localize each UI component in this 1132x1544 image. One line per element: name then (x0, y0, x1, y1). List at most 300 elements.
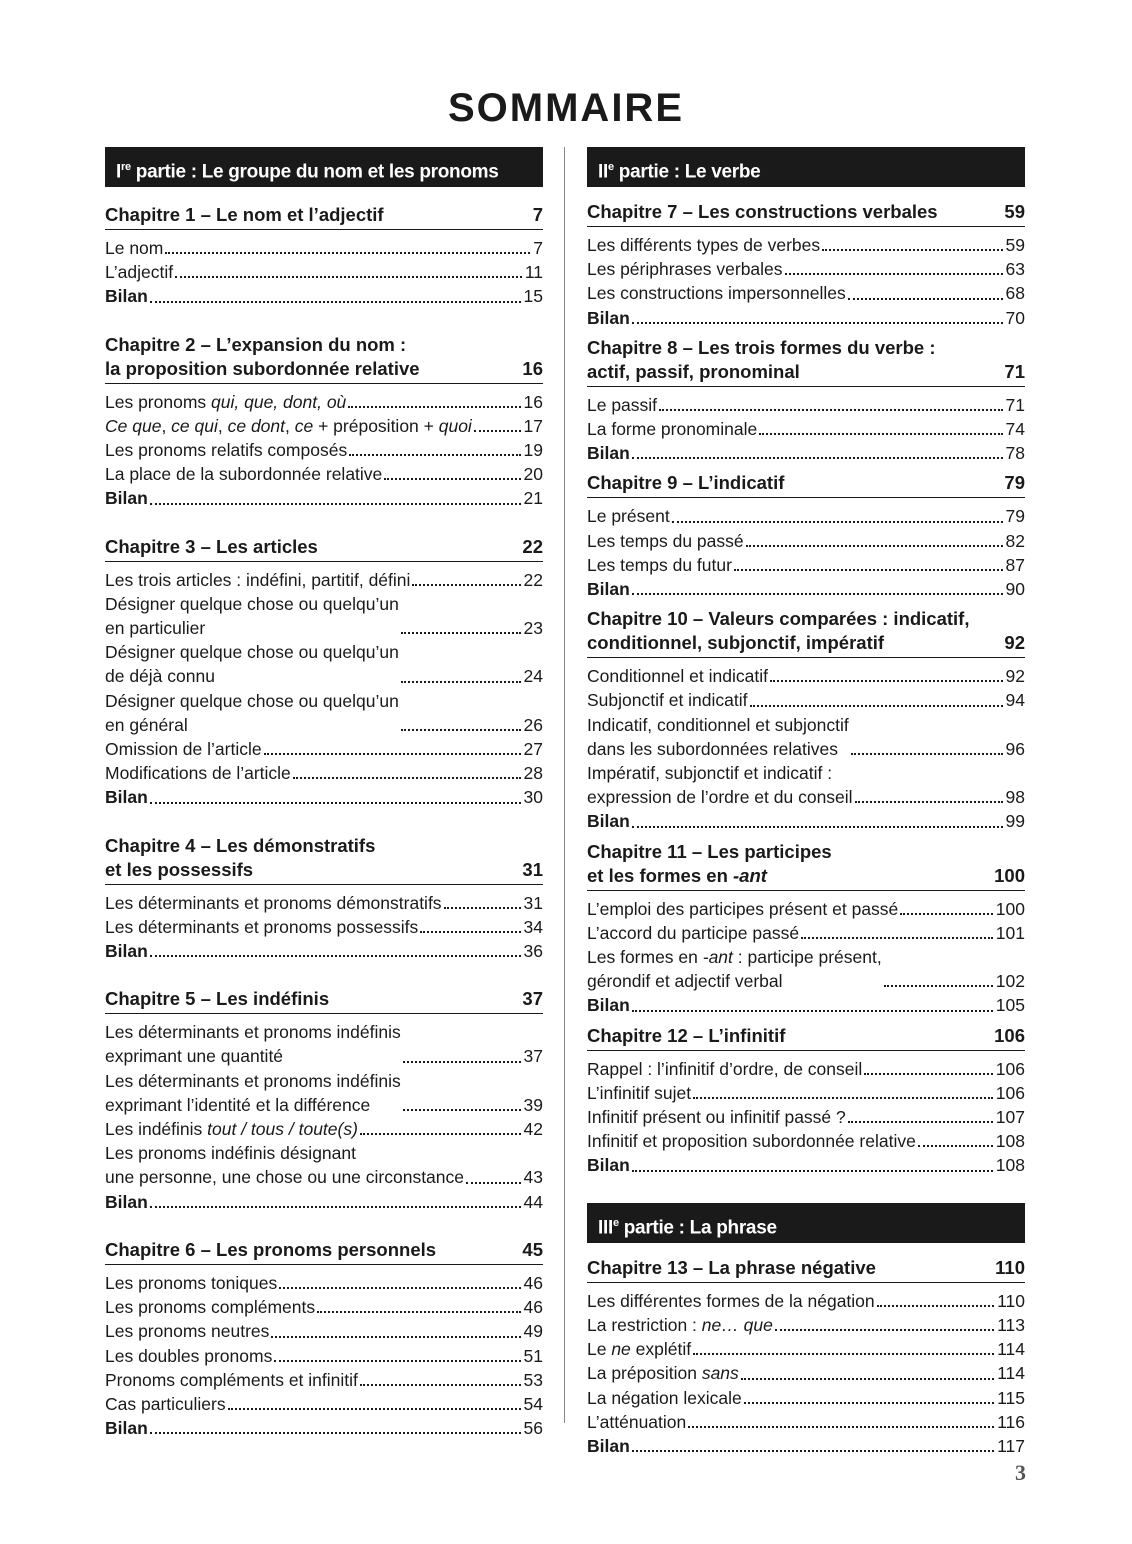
dot-leader (403, 1109, 521, 1111)
dot-leader (759, 433, 1002, 435)
entry-label: La forme pronominale (587, 419, 758, 440)
entry-label: Pronoms compléments et infinitif (105, 1369, 358, 1390)
dot-leader (401, 729, 521, 731)
toc-entry[interactable] (587, 1105, 1025, 1129)
entry-label: Les pronoms qui, que, dont, où (105, 391, 347, 412)
entry-label: Le présent (587, 506, 670, 527)
entry-page: 59 (1005, 235, 1025, 255)
entry-label: Ce que, ce qui, ce dont, ce + préposition + quoi (105, 415, 472, 436)
chapter-page: 71 (1004, 360, 1025, 382)
dot-leader (401, 681, 521, 683)
toc-entry-bilan[interactable] (587, 809, 1025, 833)
dot-leader (775, 1329, 994, 1331)
toc-entry-bilan[interactable] (587, 1153, 1025, 1177)
toc-entry-bilan[interactable] (587, 441, 1025, 465)
chapter-title: Chapitre 9 – L’indicatif (587, 472, 785, 494)
dot-leader (848, 1121, 993, 1123)
entry-page: 43 (523, 1167, 543, 1188)
entry-page: 21 (523, 488, 543, 509)
entry-label: Désigner quelque chose ou quelqu’un en général (105, 690, 399, 735)
dot-leader (848, 298, 1003, 300)
entry-label: Les temps du futur (587, 554, 732, 575)
entry-page: 20 (523, 464, 543, 485)
toc-entry[interactable] (587, 897, 1025, 921)
toc-entry[interactable] (105, 689, 543, 737)
dot-leader (274, 1360, 520, 1362)
chapter-page: 100 (994, 864, 1025, 886)
entry-page: 22 (523, 569, 543, 590)
chapter-heading[interactable] (587, 1024, 1025, 1051)
entry-label: Le nom (105, 238, 164, 258)
chapter (105, 333, 543, 511)
entry-page: 115 (997, 1387, 1025, 1408)
entry-label: Désigner quelque chose ou quelqu’un de déjà connu (105, 642, 399, 687)
part-number-suffix: re (120, 161, 131, 173)
entry-label: Les déterminants et pronoms indéfinis exprimant l’identité et la différence (105, 1070, 401, 1115)
entry-label: L’adjectif (105, 262, 174, 283)
part-header (587, 1203, 1025, 1243)
entry-label: Infinitif présent ou infinitif passé ? (587, 1107, 846, 1128)
entry-label: Bilan (105, 1418, 148, 1439)
dot-leader (900, 913, 993, 915)
dot-leader (403, 1061, 521, 1063)
chapter-page: 110 (995, 1256, 1025, 1278)
chapter-page: 92 (1004, 632, 1025, 654)
toc-entry-bilan[interactable] (587, 306, 1025, 330)
part-header (587, 147, 1025, 187)
entry-page: 28 (523, 763, 543, 784)
chapter-heading[interactable] (105, 987, 543, 1014)
entry-label: Les déterminants et pronoms possessifs (105, 916, 419, 937)
dot-leader (150, 503, 521, 505)
dot-leader (918, 1145, 993, 1147)
entry-label: Bilan (587, 443, 630, 464)
part-number: III (598, 1217, 613, 1239)
chapter-page: 22 (522, 535, 543, 557)
toc-entry[interactable] (105, 438, 543, 462)
entry-page: 37 (523, 1046, 543, 1067)
entry-label: La restriction : ne… que (587, 1314, 773, 1335)
toc-entry[interactable] (105, 1295, 543, 1319)
dot-leader (360, 1133, 521, 1135)
dot-leader (150, 802, 521, 804)
entry-page: 114 (997, 1363, 1025, 1384)
chapter-heading[interactable] (105, 1238, 543, 1265)
entry-label: Infinitif et proposition subordonnée relative (587, 1131, 916, 1152)
toc-entry[interactable] (587, 553, 1025, 577)
toc-entry[interactable] (105, 640, 543, 688)
entry-label: Désigner quelque chose ou quelqu’un en particulier (105, 593, 399, 639)
toc-entry[interactable] (587, 1410, 1025, 1434)
dot-leader (632, 457, 1003, 459)
entry-label: La préposition sans (587, 1363, 739, 1384)
entry-page: 114 (997, 1339, 1025, 1360)
dot-leader (271, 1336, 520, 1338)
entry-label: Bilan (105, 1191, 148, 1212)
chapter (587, 1024, 1025, 1178)
entry-page: 54 (523, 1393, 543, 1414)
toc-entry[interactable] (105, 915, 543, 939)
toc-entry[interactable] (587, 504, 1025, 528)
part-number: II (598, 161, 608, 183)
chapter-title: Chapitre 7 – Les constructions verbales (587, 201, 938, 222)
entry-label: Impératif, subjonctif et indicatif : expression de l’ordre et du conseil (587, 763, 853, 808)
chapter (587, 840, 1025, 1018)
dot-leader (279, 1287, 520, 1289)
dot-leader (466, 1182, 521, 1184)
dot-leader (632, 826, 1003, 828)
dot-leader (384, 478, 520, 480)
toc-entry-bilan[interactable] (105, 486, 543, 510)
entry-page: 90 (1005, 579, 1025, 600)
entry-label: Modifications de l’article (105, 763, 291, 784)
dot-leader (851, 753, 1003, 755)
toc-entry[interactable] (105, 1271, 543, 1295)
dot-leader (348, 406, 520, 408)
dot-leader (746, 545, 1003, 547)
dot-leader (864, 1073, 993, 1075)
chapter-title: Chapitre 8 – Les trois formes du verbe : actif, passif, pronominal (587, 336, 936, 382)
entry-label: Les différents types de verbes (587, 235, 821, 255)
entry-page: 78 (1005, 443, 1025, 464)
toc-entry[interactable] (587, 688, 1025, 712)
entry-page: 117 (997, 1435, 1025, 1456)
entry-page: 110 (997, 1290, 1025, 1311)
entry-label: Les déterminants et pronoms démonstratifs (105, 892, 442, 913)
toc-entry-bilan[interactable] (105, 785, 543, 809)
toc-entry[interactable] (587, 713, 1025, 761)
entry-page: 79 (1005, 506, 1025, 527)
toc-entry[interactable] (105, 1344, 543, 1368)
entry-label: Bilan (587, 1435, 630, 1456)
part-number: I (116, 161, 121, 183)
chapter-title: Chapitre 13 – La phrase négative (587, 1256, 876, 1278)
entry-label: Les trois articles : indéfini, partitif, défini (105, 569, 411, 590)
entry-page: 99 (1005, 811, 1025, 832)
entry-page: 15 (523, 286, 543, 307)
chapter (587, 336, 1025, 466)
entry-label: Bilan (587, 811, 630, 832)
entry-label: Bilan (587, 307, 630, 328)
toc-entry-bilan[interactable] (587, 577, 1025, 601)
dot-leader (228, 1408, 521, 1410)
toc-entry[interactable] (587, 281, 1025, 305)
chapter-heading[interactable] (587, 336, 1025, 387)
dot-leader (474, 430, 521, 432)
entry-label: La négation lexicale (587, 1387, 742, 1408)
entry-page: 7 (533, 238, 543, 258)
chapter (105, 987, 543, 1214)
entry-label: Subjonctif et indicatif (587, 690, 748, 711)
toc-entry[interactable] (105, 1141, 543, 1189)
entry-page: 82 (1005, 530, 1025, 551)
dot-leader (317, 1311, 520, 1313)
part-label: partie : La phrase (618, 1217, 777, 1239)
part-header (105, 147, 543, 187)
chapter-heading[interactable] (587, 1256, 1025, 1283)
entry-page: 63 (1005, 259, 1025, 280)
toc-entry[interactable] (105, 737, 543, 761)
toc-entry[interactable] (105, 1392, 543, 1416)
chapter (587, 471, 1025, 601)
dot-leader (150, 1432, 521, 1434)
toc-entry[interactable] (587, 761, 1025, 809)
dot-leader (744, 1402, 994, 1404)
dot-leader (770, 680, 1003, 682)
dot-leader (688, 1426, 994, 1428)
entry-page: 16 (523, 391, 543, 412)
entry-page: 36 (523, 941, 543, 962)
dot-leader (401, 632, 521, 634)
chapter (105, 834, 543, 964)
page-title: SOMMAIRE (448, 86, 684, 130)
entry-page: 74 (1005, 419, 1025, 440)
dot-leader (150, 955, 521, 957)
toc-entry-bilan[interactable] (105, 1416, 543, 1440)
entry-label: Cas particuliers (105, 1393, 226, 1414)
entry-page: 71 (1005, 394, 1025, 415)
entry-label: Les doubles pronoms (105, 1345, 273, 1366)
toc-entry[interactable] (105, 761, 543, 785)
entry-page: 30 (523, 787, 543, 808)
dot-leader (420, 931, 520, 933)
entry-page: 70 (1005, 307, 1025, 328)
toc-entry[interactable] (105, 568, 543, 592)
entry-page: 27 (523, 739, 543, 760)
chapter-heading[interactable] (105, 535, 543, 562)
toc-entry[interactable] (105, 592, 543, 640)
column-divider (564, 147, 565, 1423)
chapter-heading[interactable] (105, 834, 543, 885)
chapter-title: Chapitre 3 – Les articles (105, 535, 318, 557)
chapter-heading[interactable] (587, 471, 1025, 498)
chapter (105, 1238, 543, 1440)
toc-entry[interactable] (587, 1057, 1025, 1081)
toc-entry[interactable] (587, 417, 1025, 441)
part-number-suffix: e (612, 1216, 619, 1229)
toc-column-left (105, 147, 543, 1464)
entry-label: La place de la subordonnée relative (105, 464, 383, 485)
dot-leader (632, 1450, 994, 1452)
chapter-title: Chapitre 6 – Les pronoms personnels (105, 1238, 437, 1260)
toc-entry[interactable] (105, 390, 543, 414)
entry-label: Bilan (105, 286, 148, 307)
chapter-heading[interactable] (587, 607, 1025, 658)
entry-page: 96 (1005, 738, 1025, 759)
entry-label: Les pronoms compléments (105, 1297, 316, 1318)
chapter-page: 7 (532, 204, 543, 225)
entry-page: 87 (1005, 554, 1025, 575)
chapter-page: 45 (522, 1238, 543, 1260)
dot-leader (165, 252, 530, 254)
toc-entry[interactable] (587, 529, 1025, 553)
dot-leader (632, 593, 1003, 595)
dot-leader (444, 907, 521, 909)
toc-entry[interactable] (105, 236, 543, 260)
entry-label: Les formes en -ant : participe présent, gérondif et adjectif verbal (587, 947, 882, 992)
toc-entry[interactable] (587, 257, 1025, 281)
toc-entry[interactable] (587, 233, 1025, 257)
dot-leader (632, 1010, 993, 1012)
entry-label: Omission de l’article (105, 739, 262, 760)
entry-label: Bilan (587, 579, 630, 600)
chapter-title: Chapitre 11 – Les participes et les formes en -ant (587, 840, 832, 886)
toc-entry[interactable] (587, 393, 1025, 417)
toc-entry[interactable] (587, 1081, 1025, 1105)
entry-label: L’accord du participe passé (587, 922, 800, 943)
dot-leader (150, 1206, 521, 1208)
toc-entry[interactable] (587, 1129, 1025, 1153)
chapter-page: 37 (522, 988, 543, 1010)
entry-label: Le passif (587, 394, 658, 415)
toc-entry[interactable] (105, 1368, 543, 1392)
chapter-title: Chapitre 4 – Les démonstratifs et les possessifs (105, 834, 376, 880)
entry-page: 106 (995, 1082, 1025, 1103)
dot-leader (150, 301, 521, 303)
entry-label: Les temps du passé (587, 530, 744, 551)
toc-entry-bilan[interactable] (587, 1434, 1025, 1458)
dot-leader (632, 1170, 993, 1172)
entry-page: 107 (995, 1107, 1025, 1128)
chapter-title: Chapitre 5 – Les indéfinis (105, 988, 330, 1010)
entry-page: 94 (1005, 690, 1025, 711)
chapter-page: 59 (1004, 201, 1025, 222)
chapter-page: 31 (522, 858, 543, 880)
toc-entry[interactable] (587, 1361, 1025, 1385)
entry-page: 44 (523, 1191, 543, 1212)
entry-label: Les pronoms indéfinis désignant une personne, une chose ou une circonstance (105, 1143, 465, 1188)
dot-leader (855, 801, 1003, 803)
part-label: partie : Le verbe (613, 161, 761, 183)
entry-page: 116 (997, 1411, 1025, 1432)
toc-entry[interactable] (587, 1386, 1025, 1410)
chapter (587, 1256, 1025, 1458)
dot-leader (734, 569, 1003, 571)
dot-leader (693, 1353, 994, 1355)
toc-entry-bilan[interactable] (587, 993, 1025, 1017)
chapter-heading[interactable] (587, 840, 1025, 891)
toc-entry[interactable] (587, 1337, 1025, 1361)
entry-label: Les indéfinis tout / tous / toute(s) (105, 1119, 358, 1140)
chapter (587, 200, 1025, 330)
dot-leader (801, 937, 993, 939)
chapter-page: 106 (994, 1024, 1025, 1046)
dot-leader (659, 409, 1002, 411)
dot-leader (349, 454, 520, 456)
entry-page: 17 (523, 415, 543, 436)
toc-entry[interactable] (105, 414, 543, 438)
entry-page: 26 (523, 714, 543, 735)
entry-label: Bilan (587, 1155, 630, 1176)
toc-column-right (587, 147, 1025, 1464)
entry-page: 102 (995, 971, 1025, 992)
chapter-title: Chapitre 10 – Valeurs comparées : indicatif, conditionnel, subjonctif, impératif (587, 608, 970, 654)
entry-label: Les constructions impersonnelles (587, 283, 846, 304)
entry-label: Le ne explétif (587, 1339, 692, 1360)
entry-page: 53 (523, 1369, 543, 1390)
chapter-heading[interactable] (105, 333, 543, 384)
dot-leader (175, 276, 522, 278)
entry-label: L’infinitif sujet (587, 1082, 692, 1103)
dot-leader (264, 753, 521, 755)
toc-entry-bilan[interactable] (105, 939, 543, 963)
toc-entry[interactable] (105, 891, 543, 915)
entry-page: 108 (995, 1131, 1025, 1152)
toc-entry[interactable] (587, 921, 1025, 945)
dot-leader (672, 521, 1003, 523)
toc-entry[interactable] (587, 1289, 1025, 1313)
entry-page: 49 (523, 1321, 543, 1342)
toc-entry[interactable] (105, 1069, 543, 1117)
entry-page: 106 (995, 1058, 1025, 1079)
entry-label: Les différentes formes de la négation (587, 1290, 875, 1311)
toc-entry[interactable] (105, 260, 543, 284)
toc-entry[interactable] (587, 1313, 1025, 1337)
chapter-page: 16 (522, 357, 543, 379)
dot-leader (884, 985, 993, 987)
entry-label: Indicatif, conditionnel et subjonctif dans les subordonnées relatives (587, 714, 849, 759)
chapter-title: Chapitre 12 – L’infinitif (587, 1024, 786, 1046)
toc-entry[interactable] (105, 1319, 543, 1343)
entry-page: 42 (523, 1119, 543, 1140)
dot-leader (822, 249, 1002, 251)
entry-page: 31 (523, 892, 543, 913)
entry-label: Bilan (105, 941, 148, 962)
toc-entry[interactable] (105, 1117, 543, 1141)
entry-label: Les pronoms neutres (105, 1321, 270, 1342)
chapter-heading[interactable] (587, 200, 1025, 227)
toc-entry[interactable] (587, 945, 1025, 993)
entry-page: 101 (995, 922, 1025, 943)
chapter (587, 607, 1025, 833)
dot-leader (693, 1097, 993, 1099)
entry-page: 100 (995, 898, 1025, 919)
toc-entry[interactable] (105, 462, 543, 486)
chapter (105, 535, 543, 810)
entry-page: 108 (995, 1155, 1025, 1176)
entry-page: 92 (1005, 666, 1025, 687)
page-number: 3 (1015, 1460, 1026, 1485)
entry-label: Rappel : l’infinitif d’ordre, de conseil (587, 1058, 863, 1079)
entry-page: 98 (1005, 787, 1025, 808)
entry-label: Les pronoms relatifs composés (105, 440, 348, 461)
chapter (105, 203, 543, 309)
entry-label: L’emploi des participes présent et passé (587, 898, 899, 919)
dot-leader (293, 777, 521, 779)
entry-label: Bilan (105, 787, 148, 808)
toc-entry-bilan[interactable] (105, 284, 543, 308)
entry-label: Bilan (105, 488, 148, 509)
entry-page: 56 (523, 1418, 543, 1439)
entry-page: 68 (1005, 283, 1025, 304)
dot-leader (741, 1378, 994, 1380)
toc-entry-bilan[interactable] (105, 1190, 543, 1214)
toc-entry[interactable] (587, 664, 1025, 688)
part-label: partie : Le groupe du nom et les pronoms (130, 161, 499, 183)
entry-page: 24 (523, 666, 543, 687)
dot-leader (877, 1305, 994, 1307)
entry-page: 113 (997, 1314, 1025, 1335)
entry-page: 11 (524, 262, 543, 283)
entry-label: L’atténuation (587, 1411, 687, 1432)
chapter-title: Chapitre 1 – Le nom et l’adjectif (105, 204, 384, 225)
entry-label: Conditionnel et indicatif (587, 666, 768, 687)
chapter-heading[interactable] (105, 203, 543, 230)
toc-entry[interactable] (105, 1020, 543, 1068)
dot-leader (412, 584, 520, 586)
entry-page: 105 (995, 995, 1025, 1016)
chapter-page: 79 (1004, 472, 1025, 494)
